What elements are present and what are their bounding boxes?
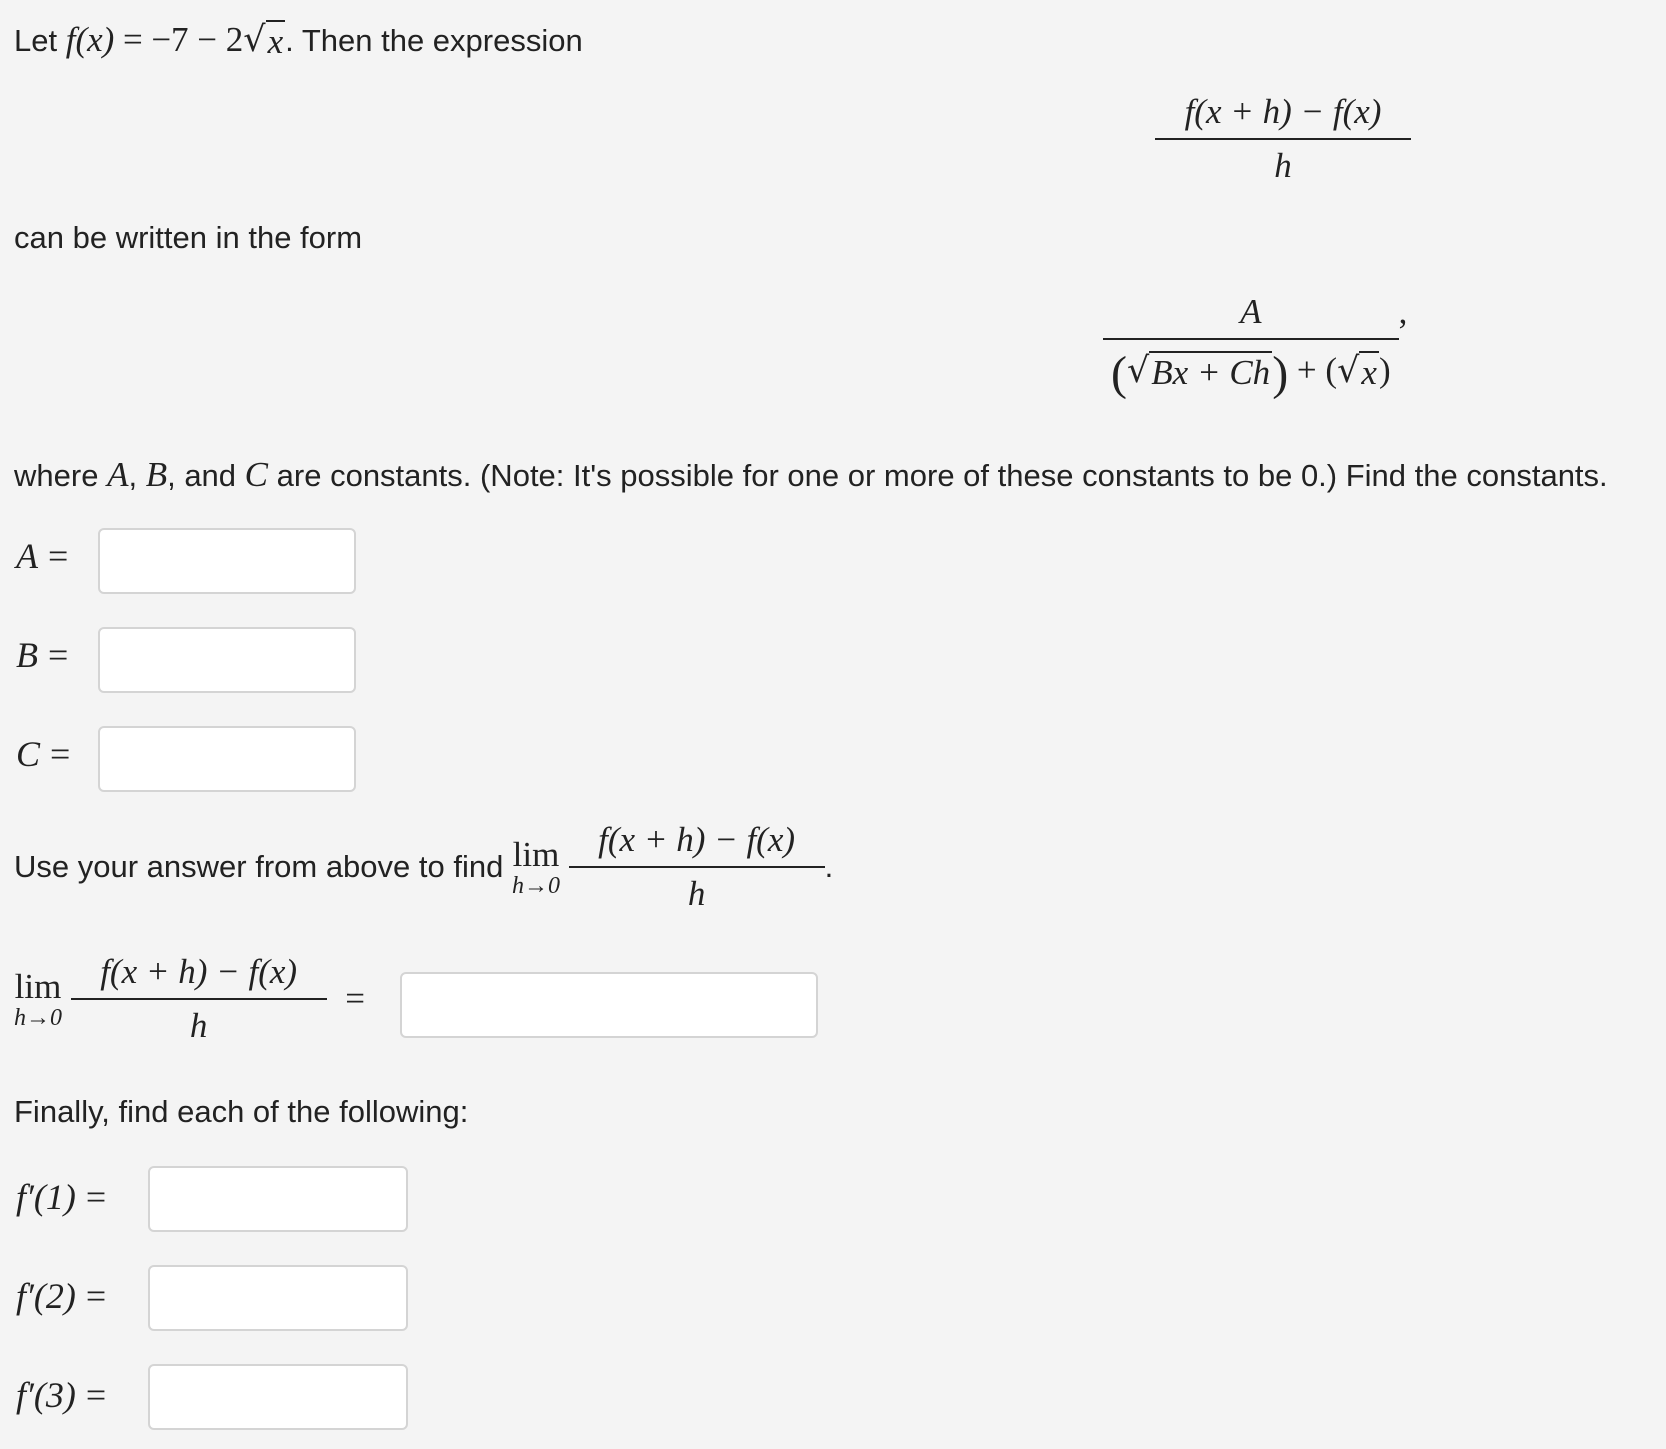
derivative-1-label: f′(1) = bbox=[16, 1177, 107, 1217]
limit-answer-input[interactable] bbox=[400, 972, 818, 1038]
where-comma: , bbox=[128, 458, 138, 493]
den-plus: + bbox=[1296, 350, 1317, 390]
derivative-2-label: f′(2) = bbox=[16, 1276, 107, 1316]
difference-quotient-numerator: f(x + h) − f(x) bbox=[1184, 92, 1382, 131]
intro-then: . Then the expression bbox=[285, 23, 583, 58]
sqrt-symbol: √ bbox=[1337, 350, 1360, 391]
sqrt-symbol: √ bbox=[1126, 350, 1150, 391]
where-and: , and bbox=[167, 458, 237, 493]
derivative-3-input[interactable] bbox=[148, 1364, 408, 1430]
limit-answer-expression bbox=[14, 952, 365, 1046]
limit-answer-eq: = bbox=[345, 979, 365, 1018]
use-answer-period: . bbox=[824, 849, 834, 884]
difference-quotient bbox=[1155, 92, 1411, 186]
intro-let: Let bbox=[14, 23, 58, 58]
limit-answer-lim: lim h→0 bbox=[14, 966, 62, 1031]
where-line bbox=[14, 455, 1608, 495]
use-answer-limit: lim h→0 bbox=[511, 834, 560, 899]
intro-sqrt bbox=[243, 20, 285, 62]
intro-equals: = bbox=[122, 20, 143, 59]
constant-B-input[interactable] bbox=[98, 627, 356, 693]
den-sqrt-x bbox=[1337, 351, 1379, 393]
constant-A-label: A = bbox=[16, 536, 69, 576]
constant-B-label: B = bbox=[16, 635, 69, 675]
target-form-denominator bbox=[1103, 338, 1399, 401]
target-form bbox=[1103, 292, 1407, 401]
den-sqrt-open-paren: ( bbox=[1325, 350, 1338, 390]
derivative-3-label: f′(3) = bbox=[16, 1375, 107, 1415]
where-B: B bbox=[145, 455, 168, 494]
use-answer-line bbox=[14, 820, 833, 914]
constant-A-input[interactable] bbox=[98, 528, 356, 594]
den-close-paren: ) bbox=[1272, 347, 1289, 400]
can-be-written-text: can be written in the form bbox=[14, 220, 363, 255]
den-sqrt-close-paren: ) bbox=[1378, 350, 1391, 390]
derivative-1-input[interactable] bbox=[148, 1166, 408, 1232]
den-sqrt-bx-ch bbox=[1127, 351, 1272, 393]
den-sqrt-x-radicand: x bbox=[1361, 352, 1377, 392]
where-A: A bbox=[107, 455, 129, 494]
target-form-numerator: A bbox=[1240, 292, 1262, 331]
difference-quotient-denominator: h bbox=[1155, 138, 1411, 186]
den-open-paren: ( bbox=[1111, 347, 1127, 400]
intro-function: f(x) bbox=[65, 20, 115, 59]
intro-line bbox=[14, 20, 583, 62]
intro-constant-term: −7 − 2 bbox=[151, 20, 244, 59]
constant-C-label: C = bbox=[16, 734, 71, 774]
derivative-2-input[interactable] bbox=[148, 1265, 408, 1331]
where-suffix: are constants. (Note: It's possible for one or more of these constants to be 0.) Find the constants. bbox=[276, 458, 1608, 493]
sqrt-symbol: √ bbox=[243, 20, 266, 60]
den-radicand: Bx + Ch bbox=[1151, 352, 1271, 392]
finally-text: Finally, find each of the following: bbox=[14, 1094, 469, 1129]
where-C: C bbox=[244, 455, 269, 494]
use-answer-fraction: $\frac{f(x + h) - f(x)}{h}$ bbox=[569, 820, 825, 914]
target-form-comma: , bbox=[1398, 292, 1408, 331]
where-prefix: where bbox=[14, 458, 99, 493]
constant-C-input[interactable] bbox=[98, 726, 356, 792]
intro-radicand: x bbox=[267, 22, 284, 61]
use-answer-text: Use your answer from above to find bbox=[14, 849, 504, 884]
limit-answer-fraction: $\frac{f(x + h) - f(x)}{h}$ bbox=[71, 952, 327, 1046]
